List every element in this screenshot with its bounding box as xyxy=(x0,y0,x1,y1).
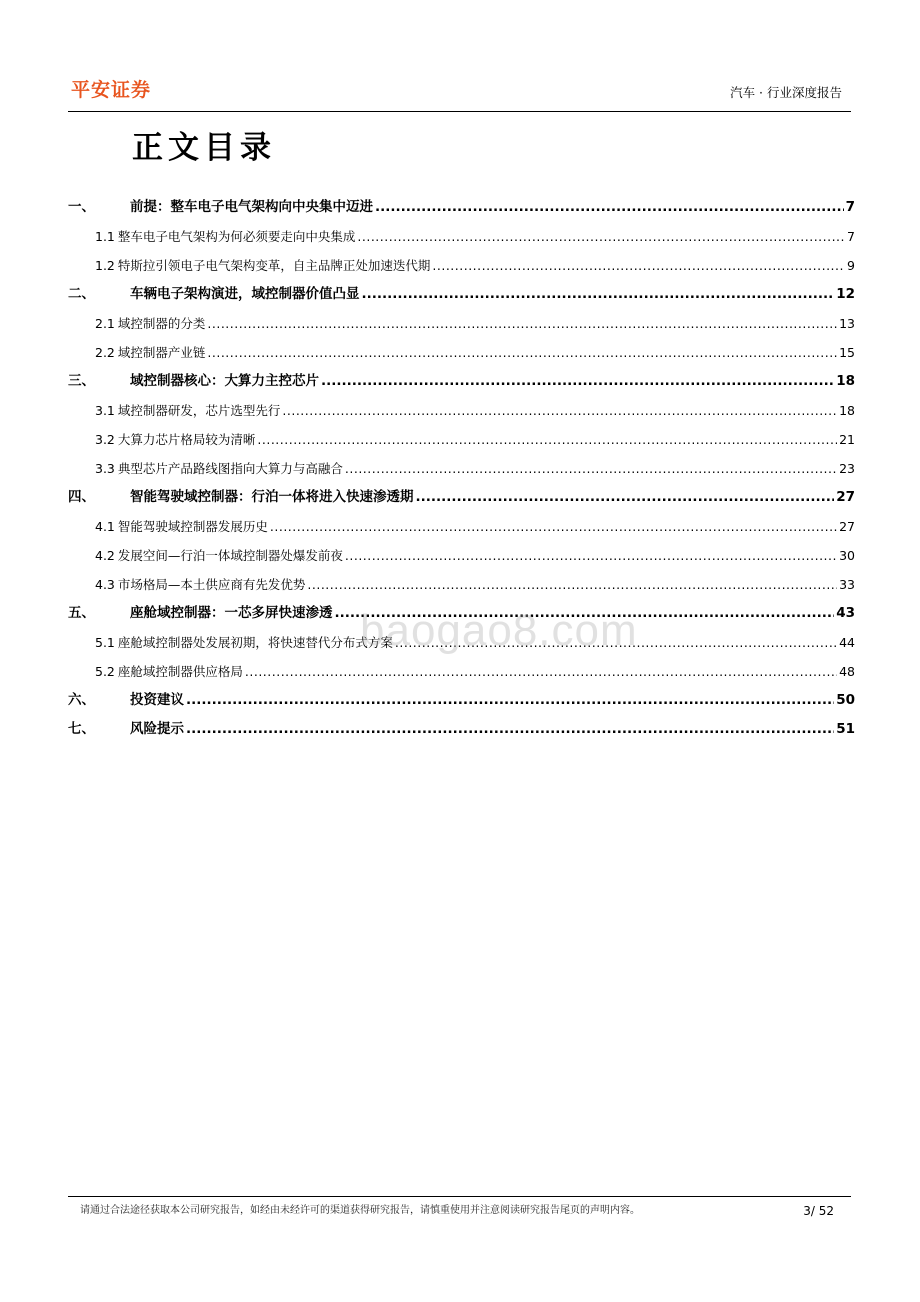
toc-entry-title: 风险提示 xyxy=(130,721,184,737)
toc-entry-page: 27 xyxy=(839,519,855,534)
toc-entry-number: 七、 xyxy=(68,721,95,737)
toc-entry-page: 43 xyxy=(836,605,855,621)
report-category: 汽车 · 行业深度报告 xyxy=(730,85,842,100)
toc-entry-number: 2.1 xyxy=(95,316,115,331)
toc-entry-page: 21 xyxy=(839,432,855,447)
watermark: baogao8.com xyxy=(360,606,638,655)
toc-entry-title: 特斯拉引领电子电气架构变革，自主品牌正处加速迭代期 xyxy=(117,258,431,273)
toc-entry-number: 5.2 xyxy=(95,664,115,679)
toc-entry-number: 五、 xyxy=(68,605,95,621)
toc-dot-leader xyxy=(207,338,837,367)
toc-chapter-entry[interactable] xyxy=(68,193,855,222)
toc-entry-title: 域控制器研发，芯片选型先行 xyxy=(117,403,281,418)
toc-entry-title: 座舱域控制器处发展初期，将快速替代分布式方案 xyxy=(117,635,393,650)
toc-dot-leader xyxy=(357,222,845,251)
toc-entry-page: 27 xyxy=(836,489,855,505)
toc-section-entry[interactable] xyxy=(68,454,855,483)
company-logo: 平安证券 xyxy=(71,79,152,101)
toc-entry-title: 座舱域控制器：一芯多屏快速渗透 xyxy=(130,605,333,621)
toc-entry-page: 33 xyxy=(839,577,855,592)
toc-entry-page: 44 xyxy=(839,635,855,650)
toc-chapter-entry[interactable] xyxy=(68,280,855,309)
toc-entry-title: 市场格局—本土供应商有先发优势 xyxy=(117,577,306,592)
toc-entry-title: 智能驾驶域控制器：行泊一体将进入快速渗透期 xyxy=(130,489,414,505)
toc-dot-leader xyxy=(362,280,835,309)
toc-entry-number: 5.1 xyxy=(95,635,115,650)
toc-entry-number: 四、 xyxy=(68,489,95,505)
footer-disclaimer: 请通过合法途径获取本公司研究报告，如经由未经许可的渠道获得研究报告，请慎重使用并注意阅读研究报告尾页的声明内容。 xyxy=(80,1205,640,1216)
toc-entry-page: 12 xyxy=(836,286,855,302)
toc-section-entry[interactable] xyxy=(68,338,855,367)
toc-dot-leader xyxy=(245,657,837,686)
toc-dot-leader xyxy=(270,512,837,541)
toc-dot-leader xyxy=(282,396,837,425)
toc-entry-title: 座舱域控制器供应格局 xyxy=(117,664,243,679)
toc-entry-page: 50 xyxy=(836,692,855,708)
toc-dot-leader xyxy=(257,425,837,454)
toc-entry-number: 1.1 xyxy=(95,229,115,244)
toc-dot-leader xyxy=(186,715,834,744)
toc-dot-leader xyxy=(345,454,837,483)
toc-entry-number: 六、 xyxy=(68,692,95,708)
toc-entry-page: 23 xyxy=(839,461,855,476)
toc-chapter-entry[interactable] xyxy=(68,686,855,715)
toc-section-entry[interactable] xyxy=(68,309,855,338)
toc-entry-page: 15 xyxy=(839,345,855,360)
toc-dot-leader xyxy=(375,193,844,222)
toc-dot-leader xyxy=(416,483,835,512)
toc-entry-page: 9 xyxy=(847,258,855,273)
toc-dot-leader xyxy=(345,541,837,570)
toc-entry-page: 18 xyxy=(839,403,855,418)
toc-chapter-entry[interactable] xyxy=(68,715,855,744)
toc-section-entry[interactable] xyxy=(68,570,855,599)
toc-entry-title: 域控制器核心：大算力主控芯片 xyxy=(130,373,319,389)
toc-entry-number: 二、 xyxy=(68,286,95,302)
toc-dot-leader xyxy=(307,570,837,599)
toc-entry-number: 3.3 xyxy=(95,461,115,476)
header-divider xyxy=(68,111,851,112)
page-title: 正文目录 xyxy=(132,130,276,166)
toc-entry-title: 典型芯片产品路线图指向大算力与高融合 xyxy=(117,461,343,476)
toc-section-entry[interactable] xyxy=(68,425,855,454)
toc-entry-title: 大算力芯片格局较为清晰 xyxy=(117,432,256,447)
toc-dot-leader xyxy=(186,686,834,715)
toc-entry-number: 4.3 xyxy=(95,577,115,592)
toc-entry-page: 13 xyxy=(839,316,855,331)
toc-entry-title: 车辆电子架构演进，域控制器价值凸显 xyxy=(130,286,360,302)
toc-section-entry[interactable] xyxy=(68,657,855,686)
toc-entry-number: 4.2 xyxy=(95,548,115,563)
toc-entry-page: 51 xyxy=(836,721,855,737)
toc-entry-page: 7 xyxy=(847,229,855,244)
toc-dot-leader xyxy=(432,251,845,280)
toc-chapter-entry[interactable] xyxy=(68,483,855,512)
toc-entry-title: 发展空间—行泊一体域控制器处爆发前夜 xyxy=(117,548,343,563)
toc-entry-number: 三、 xyxy=(68,373,95,389)
toc-entry-number: 3.1 xyxy=(95,403,115,418)
toc-section-entry[interactable] xyxy=(68,222,855,251)
toc-entry-title: 域控制器的分类 xyxy=(117,316,206,331)
toc-section-entry[interactable] xyxy=(68,251,855,280)
toc-entry-title: 智能驾驶域控制器发展历史 xyxy=(117,519,268,534)
toc-dot-leader xyxy=(321,367,834,396)
toc-entry-number: 1.2 xyxy=(95,258,115,273)
toc-entry-title: 域控制器产业链 xyxy=(117,345,206,360)
toc-entry-number: 2.2 xyxy=(95,345,115,360)
page-number: 3/ 52 xyxy=(803,1204,834,1218)
toc-section-entry[interactable] xyxy=(68,396,855,425)
table-of-contents xyxy=(68,193,855,744)
toc-entry-title: 投资建议 xyxy=(130,692,184,708)
toc-entry-number: 3.2 xyxy=(95,432,115,447)
footer-divider xyxy=(68,1196,851,1197)
toc-entry-page: 18 xyxy=(836,373,855,389)
toc-entry-number: 一、 xyxy=(68,199,95,215)
toc-entry-title: 整车电子电气架构为何必须要走向中央集成 xyxy=(117,229,356,244)
toc-entry-page: 30 xyxy=(839,548,855,563)
toc-entry-page: 48 xyxy=(839,664,855,679)
toc-entry-title: 前提：整车电子电气架构向中央集中迈进 xyxy=(130,199,373,215)
toc-entry-number: 4.1 xyxy=(95,519,115,534)
toc-chapter-entry[interactable] xyxy=(68,367,855,396)
toc-entry-page: 7 xyxy=(845,199,855,215)
toc-section-entry[interactable] xyxy=(68,512,855,541)
toc-dot-leader xyxy=(207,309,837,338)
toc-section-entry[interactable] xyxy=(68,541,855,570)
